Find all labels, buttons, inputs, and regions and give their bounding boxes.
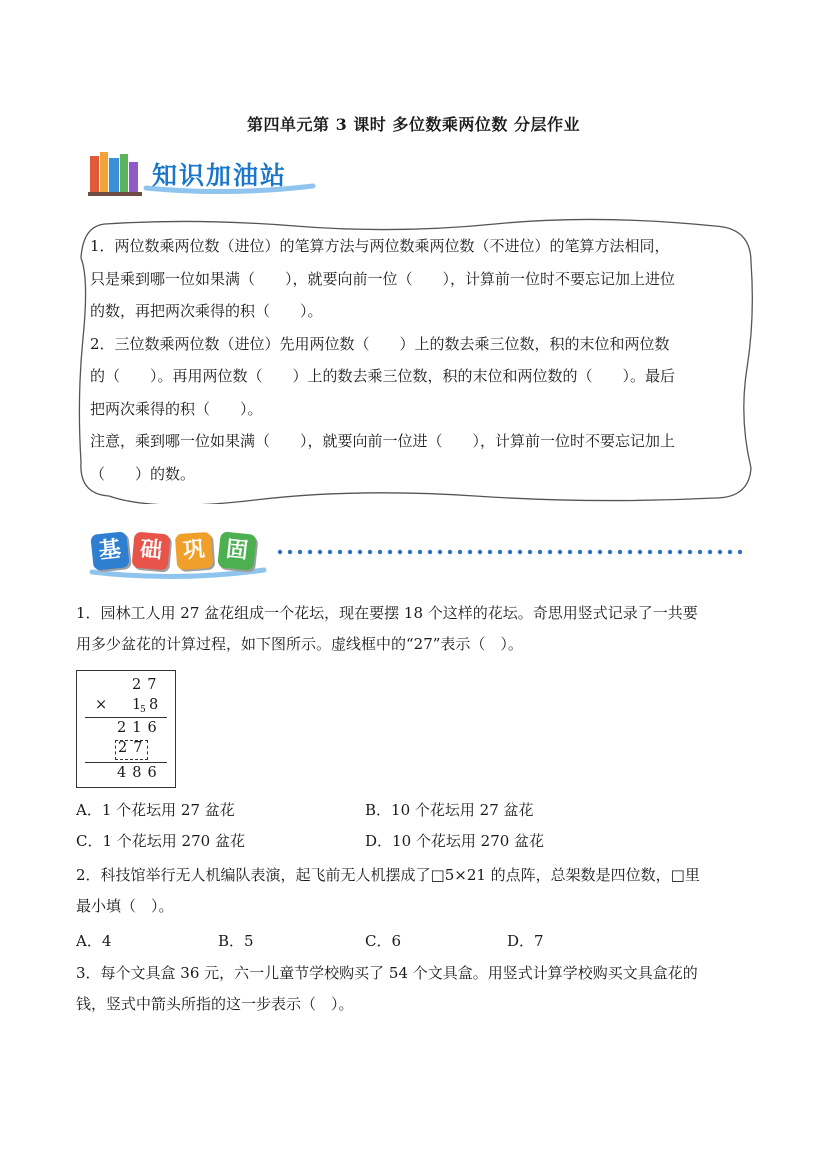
knowledge-line: 的（ ）。再用两位数（ ）上的数去乘三位数，积的末位和两位数的（ ）。最后 xyxy=(90,367,676,385)
question-2 xyxy=(76,860,756,922)
section-tile: 基 xyxy=(90,531,130,571)
knowledge-line: 只是乘到哪一位如果满（ ），就要向前一位（ ），计算前一位时不要忘记加上进位 xyxy=(90,269,676,288)
question-text: 1．园林工人用 27 盆花组成一个花坛，现在要摆 18 个这样的花坛。奇思用竖式记录了一共要 xyxy=(76,604,698,622)
calc-partial-1: 216 xyxy=(117,720,163,736)
option-c[interactable]: C．1 个花坛用 270 盆花 xyxy=(76,832,245,850)
vertical-calculation xyxy=(76,670,176,788)
option-a[interactable]: A．1 个花坛用 27 盆花 xyxy=(76,801,235,819)
question-3 xyxy=(76,958,756,1020)
calc-carry: 5 xyxy=(140,705,146,715)
option-d[interactable]: D．10 个花坛用 270 盆花 xyxy=(365,832,545,850)
calc-times-sign: × xyxy=(95,697,108,713)
knowledge-heading: 知识加油站 xyxy=(152,161,288,190)
knowledge-line: 的数，再把两次乘得的积（ ）。 xyxy=(90,302,323,320)
section-tile: 础 xyxy=(131,531,170,570)
option-c[interactable]: C．6 xyxy=(365,932,402,950)
dotted-divider xyxy=(278,550,742,554)
question-1 xyxy=(76,598,756,660)
option-d[interactable]: D．7 xyxy=(507,932,544,950)
calc-line xyxy=(85,762,167,763)
calc-product: 486 xyxy=(117,765,163,781)
knowledge-line: 2．三位数乘两位数（进位）先用两位数（ ）上的数去乘三位数，积的末位和两位数 xyxy=(90,334,670,353)
option-b[interactable]: B．5 xyxy=(218,932,254,950)
knowledge-line: （ ）的数。 xyxy=(90,464,196,483)
section-tile: 巩 xyxy=(175,532,213,570)
calc-line xyxy=(85,717,167,718)
knowledge-content xyxy=(90,230,742,490)
question-text: 用多少盆花的计算过程，如下图所示。虚线框中的“27”表示（ ）。 xyxy=(76,635,523,653)
calc-multiplicand: 27 xyxy=(132,677,163,693)
calc-multiplier-ones: 8 xyxy=(149,697,159,713)
knowledge-line: 注意，乘到哪一位如果满（ ），就要向前一位进（ ），计算前一位时不要忘记加上 xyxy=(90,432,676,450)
question-text: 2．科技馆举行无人机编队表演，起飞前无人机摆成了□5×21 的点阵，总架数是四位数，□里 xyxy=(76,866,700,884)
calc-partial-2: 27 xyxy=(118,740,149,756)
page-title: 第四单元第 3 课时 多位数乘两位数 分层作业 xyxy=(247,115,580,134)
option-b[interactable]: B．10 个花坛用 27 盆花 xyxy=(365,801,534,819)
question-text: 钱，竖式中箭头所指的这一步表示（ ）。 xyxy=(76,995,354,1013)
books-icon xyxy=(88,152,142,196)
question-text: 3．每个文具盒 36 元，六一儿童节学校购买了 54 个文具盒。用竖式计算学校购买文具盒花的 xyxy=(76,964,698,982)
question-text: 最小填（ ）。 xyxy=(76,897,174,915)
option-a[interactable]: A．4 xyxy=(76,932,112,950)
section-tile: 固 xyxy=(217,531,257,571)
knowledge-line: 把两次乘得的积（ ）。 xyxy=(90,399,263,418)
calc-multiplier-tens: 1 xyxy=(132,697,142,713)
knowledge-line: 1．两位数乘两位数（进位）的笔算方法与两位数乘两位数（不进位）的笔算方法相同， xyxy=(90,237,670,255)
